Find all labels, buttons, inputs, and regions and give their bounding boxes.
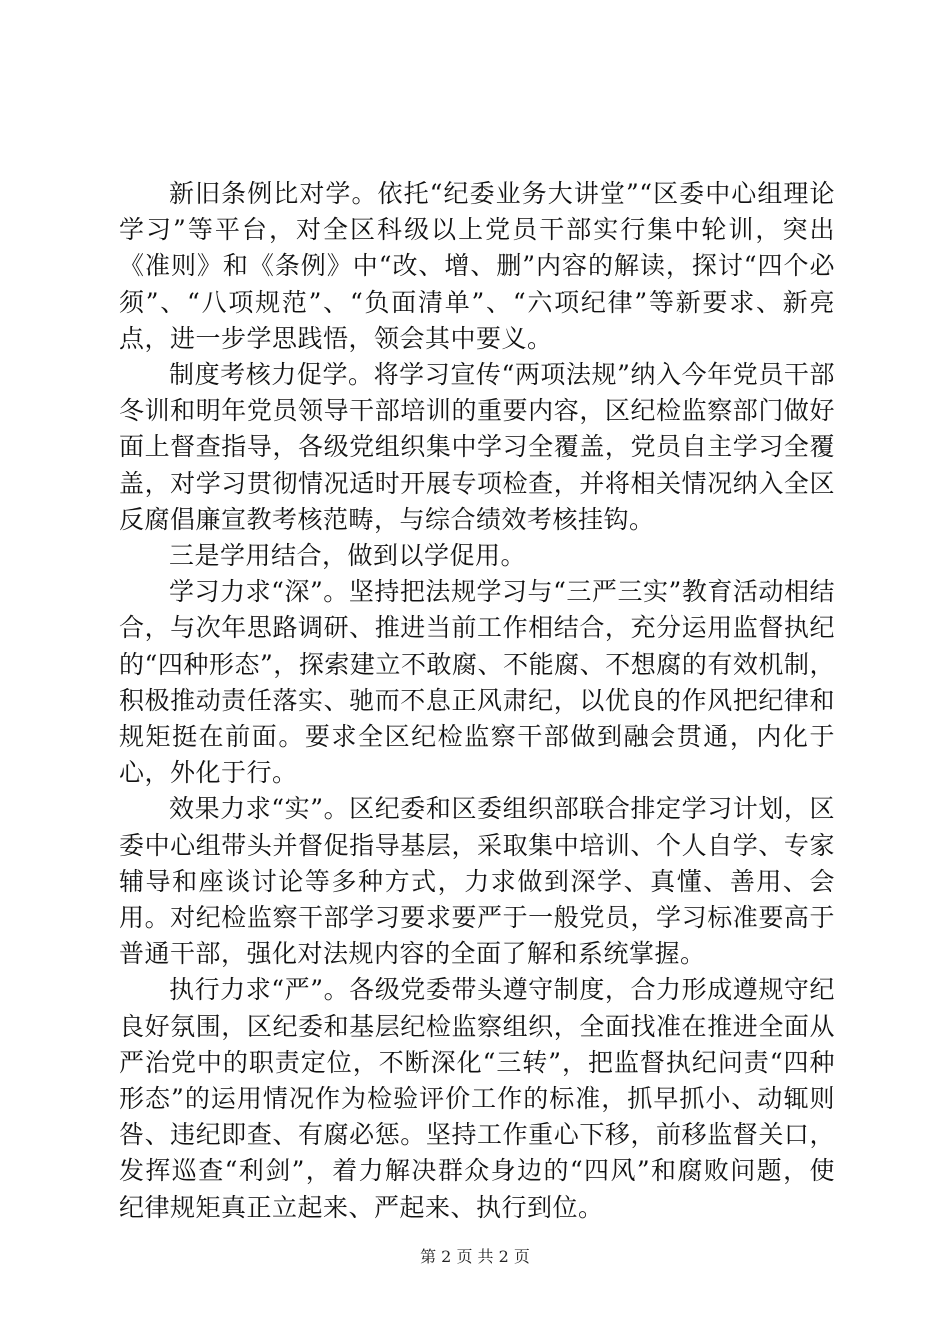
paragraph-comparison-study: 新旧条例比对学。依托“纪委业务大讲堂”“区委中心组理论学习”等平台，对全区科级以上党员干部实行集中轮训，突出《准则》和《条例》中“改、增、删”内容的解读，探讨“四个必须”、“八项规范”、“负面清单”、“六项纪律”等新要求、新亮点，进一步学思践悟，领会其中要义。 — [119, 179, 835, 353]
paragraph-study-deep: 学习力求“深”。坚持把法规学习与“三严三实”教育活动相结合，与次年思路调研、推进当前工作相结合，充分运用监督执纪的“四种形态”，探索建立不敢腐、不能腐、不想腐的有效机制，积极推动责任落实、驰而不息正风肃纪，以优良的作风把纪律和规矩挺在前面。要求全区纪检监察干部做到融会贯通，内化于心，外化于行。 — [119, 577, 835, 788]
paragraph-assessment-study: 制度考核力促学。将学习宣传“两项法规”纳入今年党员干部冬训和明年党员领导干部培训的重要内容，区纪检监察部门做好面上督查指导，各级党组织集中学习全覆盖，党员自主学习全覆盖，对学习贯彻情况适时开展专项检查，并将相关情况纳入全区反腐倡廉宣教考核范畴，与综合绩效考核挂钩。 — [119, 360, 835, 534]
paragraph-effect-practical: 效果力求“实”。区纪委和区委组织部联合排定学习计划，区委中心组带头并督促指导基层，采取集中培训、个人自学、专家辅导和座谈讨论等多种方式，力求做到深学、真懂、善用、会用。对纪检监察干部学习要求要严于一般党员，学习标准要高于普通干部，强化对法规内容的全面了解和系统掌握。 — [119, 794, 835, 969]
paragraph-section-heading: 三是学用结合，做到以学促用。 — [169, 541, 527, 571]
document-body — [119, 176, 835, 1226]
paragraph-execution-strict: 执行力求“严”。各级党委带头遵守制度，合力形成遵规守纪良好氛围，区纪委和基层纪检监察组织，全面找准在推进全面从严治党中的职责定位，不断深化“三转”，把监督执纪问责“四种形态”的运用情况作为检验评价工作的标准，抓早抓小、动辄则咎、违纪即查、有腐必惩。坚持工作重心下移，前移监督关口，发挥巡查“利剑”，着力解决群众身边的“四风”和腐败问题，使纪律规矩真正立起来、严起来、执行到位。 — [119, 975, 835, 1222]
page-footer: 第 2 页 共 2 页 — [420, 1247, 530, 1266]
